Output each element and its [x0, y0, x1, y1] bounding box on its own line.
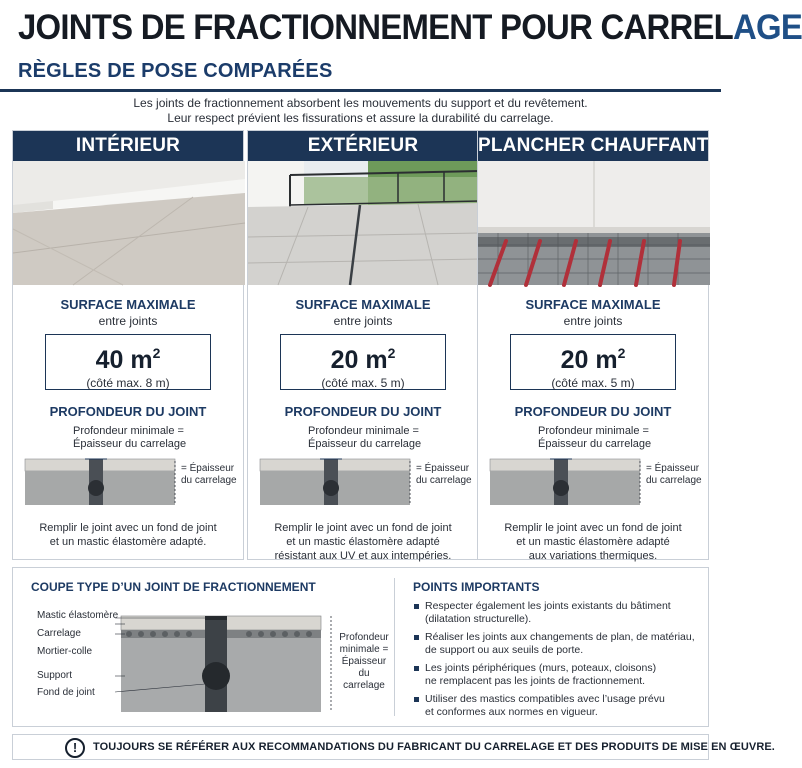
card-title: EXTÉRIEUR	[248, 131, 478, 161]
footer-text: TOUJOURS SE RÉFÉRER AUX RECOMMANDATIONS DU FABRICANT DU CARRELAGE ET DES PRODUITS DE MISE EN ŒUVRE.	[93, 741, 775, 753]
interior-floor-image	[13, 161, 243, 285]
card-plancher-chauffant	[477, 130, 709, 560]
depth-rule: Profondeur minimale = Épaisseur du carrelage	[308, 425, 422, 450]
depth-label: PROFONDEUR DU JOINT	[49, 404, 207, 419]
list-item: Utiliser des mastics compatibles avec l’usage prévu et conformes aux normes en vigueur.	[413, 693, 703, 719]
surface-value: 20 $m^2$	[330, 345, 396, 374]
depth-equation: Profondeur minimale = Épaisseur du carrelage	[339, 632, 389, 691]
footer-banner	[12, 734, 775, 760]
heated-floor-image	[478, 161, 708, 285]
surface-value-box	[280, 334, 446, 390]
depth-rule: Profondeur minimale = Épaisseur du carrelage	[73, 425, 187, 450]
joint-section-diagram	[478, 459, 708, 511]
joint-section-diagram	[13, 459, 243, 511]
exterior-terrace-image	[248, 161, 478, 285]
card-exterieur	[247, 130, 479, 560]
layer-label-mastic: Mastic élastomère	[37, 610, 119, 621]
surface-value-box	[45, 334, 211, 390]
card-title: PLANCHER CHAUFFANT	[478, 131, 708, 161]
bottom-panel	[12, 567, 709, 727]
page-title: JOINTS DE FRACTIONNEMENT POUR CARRELAGE	[18, 8, 802, 47]
side-max: (côté max. 5 m)	[321, 376, 405, 390]
surface-sub: entre joints	[98, 314, 158, 328]
thickness-equation: = Épaisseur du carrelage	[646, 463, 702, 486]
surface-value: 20 $m^2$	[560, 345, 626, 374]
page-subtitle: RÈGLES DE POSE COMPARÉES	[18, 60, 333, 82]
surface-value-box	[510, 334, 676, 390]
depth-label: PROFONDEUR DU JOINT	[514, 404, 672, 419]
depth-label: PROFONDEUR DU JOINT	[284, 404, 442, 419]
list-item: Respecter également les joints existants du bâtiment (dilatation structurelle).	[413, 600, 703, 626]
surface-label: SURFACE MAXIMALE	[60, 297, 196, 312]
card-title: INTÉRIEUR	[13, 131, 243, 161]
filling-note: Remplir le joint avec un fond de joint et un mastic élastomère adapté.	[39, 522, 217, 548]
points-title: POINTS IMPORTANTS	[413, 580, 540, 594]
surface-label: SURFACE MAXIMALE	[525, 297, 661, 312]
side-max: (côté max. 8 m)	[86, 376, 170, 390]
thickness-equation: = Épaisseur du carrelage	[181, 463, 237, 486]
panel-divider	[394, 578, 395, 716]
intro-text: Les joints de fractionnement absorbent les mouvements du support et du revêtement. Leur respect prévient les fissurations et assure la durabilité du carrelage.	[133, 96, 588, 125]
list-item: Réaliser les joints aux changements de plan, de matériau, de support ou aux seuils de porte.	[413, 631, 703, 657]
surface-sub: entre joints	[563, 314, 623, 328]
thickness-equation: = Épaisseur du carrelage	[416, 463, 472, 486]
header-divider	[0, 89, 721, 92]
cross-section-diagram	[121, 616, 321, 712]
layer-label-support: Support	[37, 670, 73, 681]
warning-icon: !	[65, 738, 85, 758]
surface-value: 40 $m^2$	[95, 345, 161, 374]
layer-label-mortier: Mortier-colle	[37, 646, 93, 657]
card-interieur	[12, 130, 244, 560]
surface-sub: entre joints	[333, 314, 393, 328]
depth-rule: Profondeur minimale = Épaisseur du carrelage	[538, 425, 652, 450]
joint-section-diagram	[248, 459, 478, 511]
filling-note: Remplir le joint avec un fond de joint et un mastic élastomère adapté résistant aux UV et aux intempéries.	[274, 522, 452, 562]
list-item: Les joints périphériques (murs, poteaux, cloisons) ne remplacent pas les joints de fractionnement.	[413, 662, 703, 688]
layer-label-carrelage: Carrelage	[37, 628, 81, 639]
side-max: (côté max. 5 m)	[551, 376, 635, 390]
points-list	[413, 600, 703, 724]
section-title: COUPE TYPE D’UN JOINT DE FRACTIONNEMENT	[31, 580, 316, 594]
surface-label: SURFACE MAXIMALE	[295, 297, 431, 312]
layer-label-fond: Fond de joint	[37, 687, 95, 698]
filling-note: Remplir le joint avec un fond de joint et un mastic élastomère adapté aux variations thermiques.	[504, 522, 682, 562]
